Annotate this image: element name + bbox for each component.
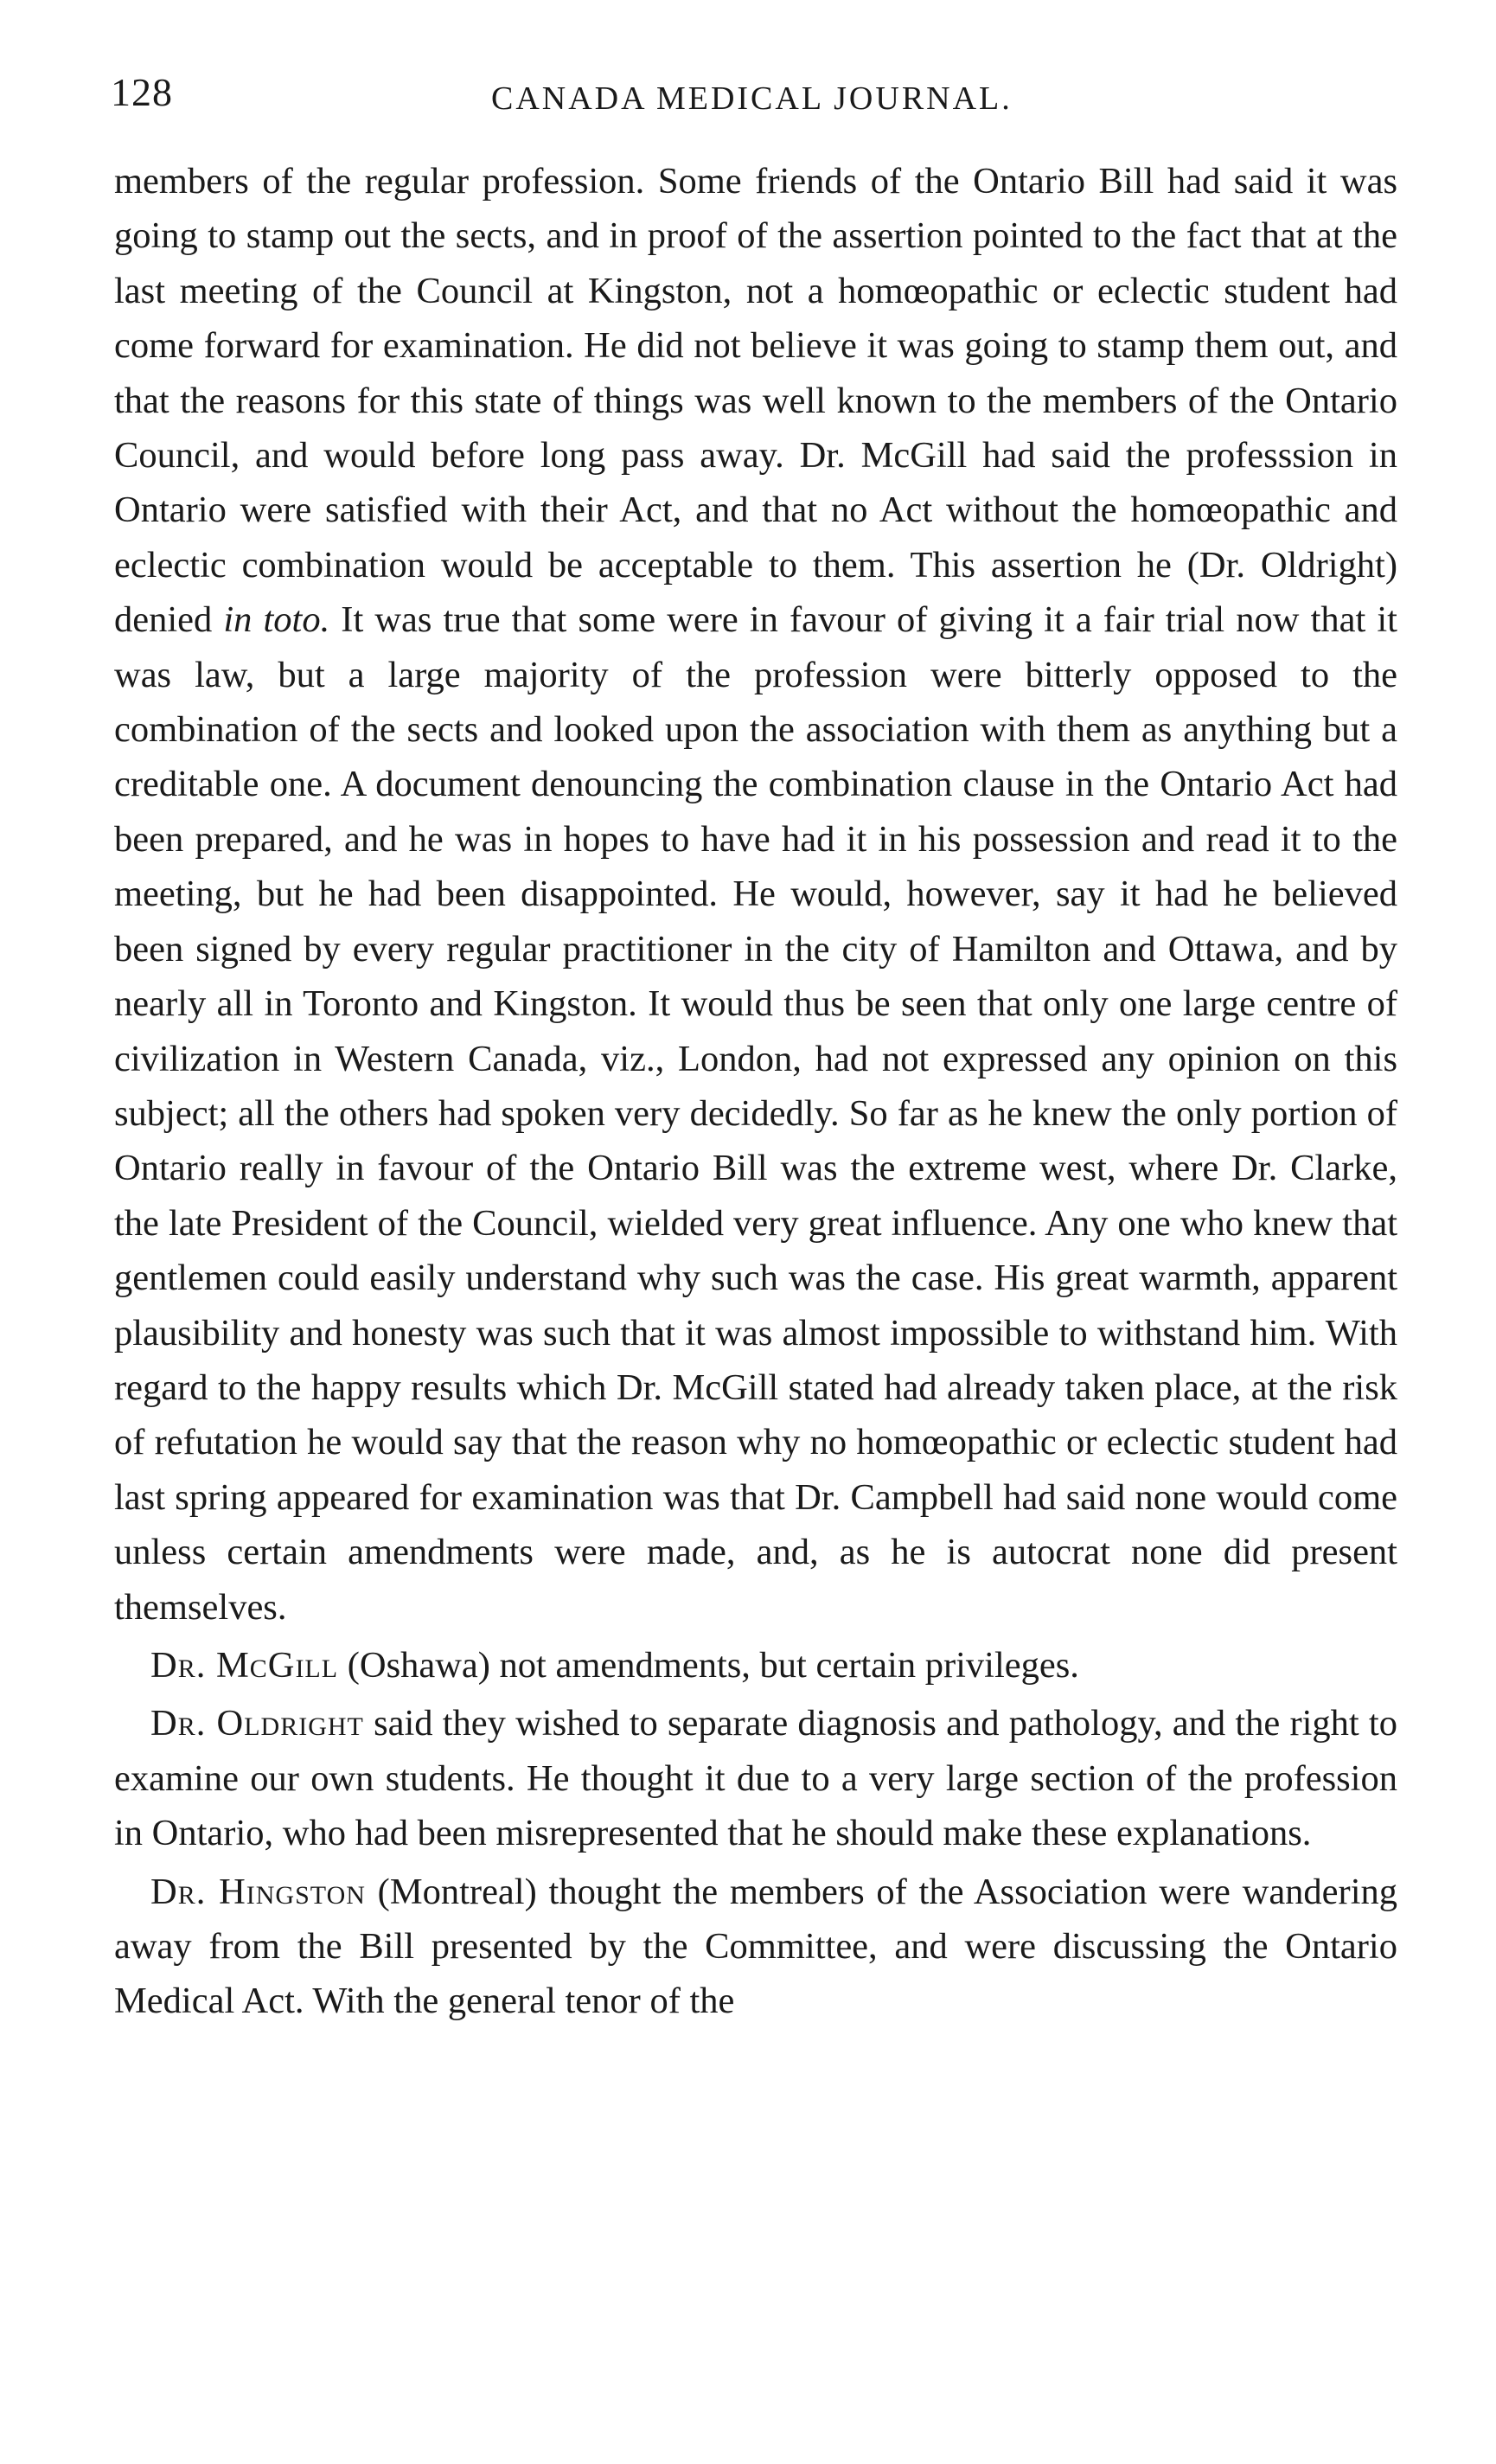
paragraph-text: said they wished to separate diagnosis and pathology, and the right to examine our own students. He thought it due to a very large section of the profession in Ontario, who had been misrepresented that he should make these explanations.	[114, 1703, 1397, 1854]
paragraph-mcgill-interjection	[114, 1638, 1397, 1693]
page-number: 128	[111, 70, 173, 114]
speaker-name: Dr. Oldright	[150, 1703, 364, 1744]
paragraph-hingston-remarks	[114, 1865, 1397, 2029]
paragraph-oldright-speech	[114, 154, 1397, 1635]
paragraph-oldright-reply	[114, 1696, 1397, 1860]
paragraph-text: (Oshawa) not amendments, but certain privileges.	[338, 1644, 1079, 1686]
paragraph-text: (Montreal) thought the members of the Association were wandering away from the Bill presented by the Committee, and were discussing the Ontario Medical Act. With the general tenor of the	[114, 1871, 1398, 2022]
running-head: CANADA MEDICAL JOURNAL.	[491, 80, 1013, 117]
article-body	[114, 154, 1397, 2029]
speaker-name: Dr. Hingston	[150, 1871, 366, 1912]
paragraph-text: members of the regular profession. Some friends of the Ontario Bill had said it was going to stamp out the sects, and in proof of the assertion pointed to the fact that at the last meeting of the Council at Kingston, not a homœopathic or eclectic student had come forward for examination. He did not believe it was going to stamp them out, and that the reasons for this state of things was well known to the members of the Ontario Council, and would before long pass away. Dr. McGill had said the professsion in Ontario were satisfied with their Act, and that no Act without the homœopathic and eclectic combination would be acceptable to them. This assertion he (Dr. Oldright) denied	[114, 161, 1397, 641]
emphasis-text: in toto.	[223, 599, 330, 641]
page-header	[111, 69, 1408, 130]
paragraph-text: It was true that some were in favour of giving it a fair trial now that it was law, but a large majority of the profession were bitterly opposed to the combination of the sects and looked upon the association with them as anything but a creditable one. A document denouncing the combination clause in the Ontario Act had been prepared, and he was in hopes to have had it in his possession and read it to the meeting, but he had been disappointed. He would, however, say it had he believed been signed by every regular practitioner in the city of Hamilton and Ottawa, and by nearly all in Toronto and Kingston. It would thus be seen that only one large centre of civilization in Western Canada, viz., London, had not expressed any opinion on this subject; all the others had spoken very decidedly. So far as he knew the only portion of Ontario really in favour of the Ontario Bill was the extreme west, where Dr. Clarke, the late President of the Council, wielded very great influence. Any one who knew that gentlemen could easily understand why such was the case. His great warmth, apparent plausibility and honesty was such that it was almost impossible to withstand him. With regard to the happy results which Dr. McGill stated had already taken place, at the risk of refutation he would say that the reason why no homœopathic or eclectic student had last spring appeared for examination was that Dr. Campbell had said none would come unless certain amendments were made, and, as he is autocrat none did present themselves.	[114, 599, 1397, 1628]
speaker-name: Dr. McGill	[150, 1644, 339, 1686]
